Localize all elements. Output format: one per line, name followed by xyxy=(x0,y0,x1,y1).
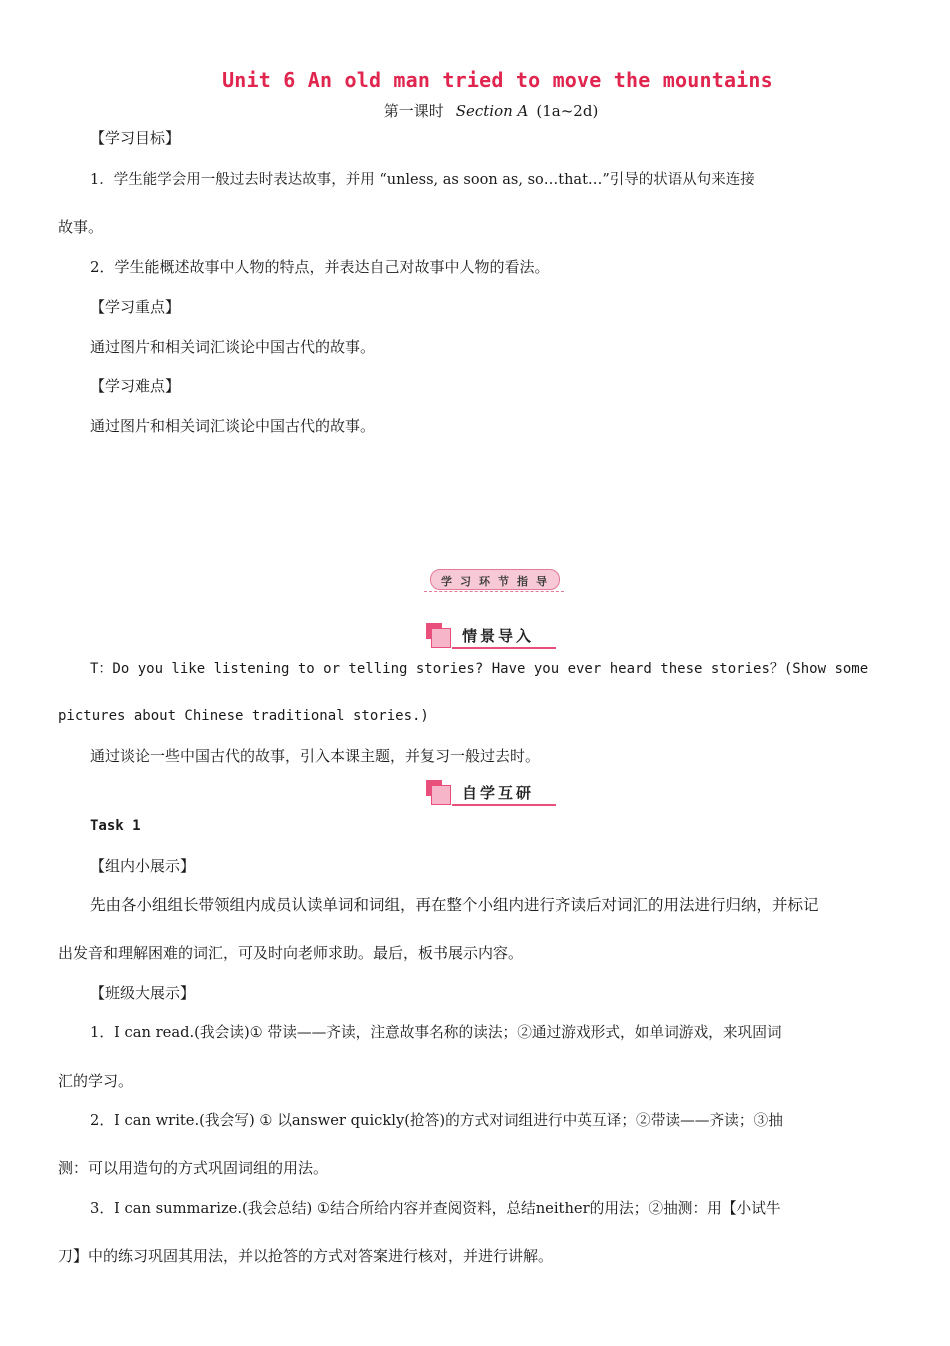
key-points-heading: 【学习重点】 xyxy=(90,298,181,316)
guide-glyph: 指 xyxy=(517,575,528,588)
class-item-1-line-2: 汇的学习。 xyxy=(58,1072,134,1090)
group-heading: 【组内小展示】 xyxy=(90,857,196,875)
group-paragraph-line-2: 出发音和理解困难的词汇，可及时向老师求助。最后，板书展示内容。 xyxy=(58,944,524,962)
guide-banner-pill xyxy=(430,569,560,590)
difficulties-heading: 【学习难点】 xyxy=(90,377,181,395)
section-label: Section A xyxy=(455,102,529,120)
section-header-intro xyxy=(426,623,566,649)
section-marker-icon xyxy=(431,785,451,805)
guide-glyph: 导 xyxy=(536,575,547,588)
section-underline xyxy=(452,647,556,649)
objective-1-line-2: 故事。 xyxy=(58,218,104,236)
page-title: Unit 6 An old man tried to move the mountains xyxy=(222,68,773,92)
section-intro-title: 情景导入 xyxy=(462,627,535,645)
objectives-heading: 【学习目标】 xyxy=(90,129,181,147)
class-item-1-line-1: 1．I can read.(我会读)① 带读——齐读，注意故事名称的读法；②通过游戏形式，如单词游戏，来巩固词 xyxy=(90,1024,782,1041)
learning-guide-banner xyxy=(424,569,564,593)
page-subtitle xyxy=(0,100,950,121)
section-range: (1a~2d) xyxy=(536,102,599,120)
guide-glyph: 习 xyxy=(460,575,471,588)
class-item-2-line-1: 2．I can write.(我会写) ① 以answer quickly(抢答)的方式对词组进行中英互译；②带读——齐读；③抽 xyxy=(90,1112,783,1129)
section-marker-icon xyxy=(431,628,451,648)
class-heading: 【班级大展示】 xyxy=(90,984,196,1002)
guide-banner-dashed-rule xyxy=(424,591,564,592)
key-points-text: 通过图片和相关词汇谈论中国古代的故事。 xyxy=(90,338,376,356)
intro-paragraph-line-1: T：Do you like listening to or telling stories? Have you ever heard these stories？(Show some xyxy=(90,661,869,677)
guide-glyph: 节 xyxy=(498,575,509,588)
intro-paragraph-line-2: pictures about Chinese traditional stories.) xyxy=(58,708,429,724)
section-underline xyxy=(452,804,556,806)
class-item-3-line-2: 刀】中的练习巩固其用法，并以抢答的方式对答案进行核对，并进行讲解。 xyxy=(58,1247,554,1265)
task-label: Task 1 xyxy=(90,818,141,834)
group-paragraph-line-1: 先由各小组组长带领组内成员认读单词和词组，再在整个小组内进行齐读后对词汇的用法进行归纳，并标记 xyxy=(90,896,819,914)
guide-glyph: 学 xyxy=(441,575,452,588)
class-item-2-line-2: 测：可以用造句的方式巩固词组的用法。 xyxy=(58,1159,329,1177)
intro-note: 通过谈论一些中国古代的故事，引入本课主题，并复习一般过去时。 xyxy=(90,747,541,765)
objective-1-line-1: 1．学生能学会用一般过去时表达故事，并用 “unless, as soon as, so…that…”引导的状语从句来连接 xyxy=(90,172,755,188)
section-self-study-title: 自学互研 xyxy=(462,784,535,802)
section-header-self-study xyxy=(426,780,566,806)
lesson-label: 第一课时 xyxy=(383,102,444,120)
objective-2: 2．学生能概述故事中人物的特点，并表达自己对故事中人物的看法。 xyxy=(90,258,550,276)
class-item-3-line-1: 3．I can summarize.(我会总结) ①结合所给内容并查阅资料，总结neither的用法；②抽测：用【小试牛 xyxy=(90,1200,781,1217)
difficulties-text: 通过图片和相关词汇谈论中国古代的故事。 xyxy=(90,417,376,435)
guide-glyph: 环 xyxy=(479,575,490,588)
